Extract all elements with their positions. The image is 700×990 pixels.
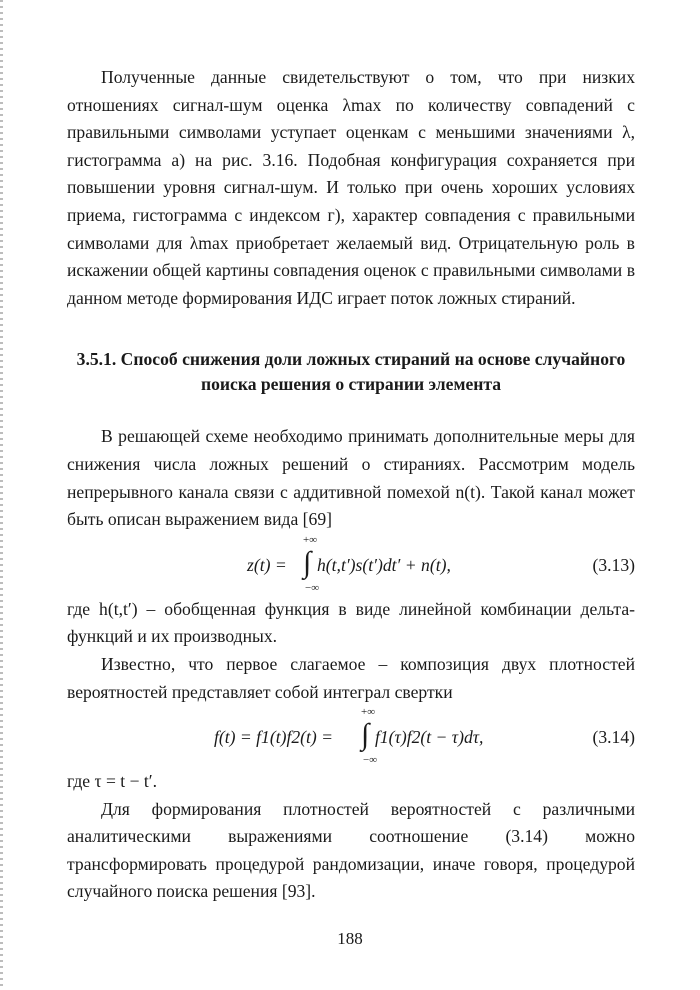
eq-3-13-lhs: z(t) = (247, 554, 287, 575)
eq-3-14-number: (3.14) (592, 727, 635, 748)
section-heading (67, 347, 635, 397)
eq-3-14-integral-sign: ∫ (361, 718, 370, 752)
paragraph-randomization: Для формирования плотностей вероятностей с различными аналитическими выражениями соотношение (3.14) можно трансформировать процедурой рандомизации, иначе говоря, процедурой случайного поиска решения [93]. (67, 798, 635, 902)
eq-3-14-upper-limit: +∞ (361, 706, 376, 719)
paragraph-histogram-results: Полученные данные свидетельствуют о том, что при низких отношениях сигнал-шум оценка λmax по количеству совпадений с правильными символами уступает оценкам с меньшими значениями λ, гистограмма а) на рис. 3.16. Подобная конфигурация сохраняется при повышении уровня сигнал-шум. И только при очень хороших условиях приема, гистограмма с индексом г), характер совпадения с правильными символами для λmax приобретает желаемый вид. Отрицательную роль в искажении общей картины совпадения оценок с правильными символами в данном методе формирования ИДС играет поток ложных стираний. (67, 67, 635, 308)
paragraph-channel-model: В решающей схеме необходимо принимать дополнительные меры для снижения числа ложных решений о стираниях. Рассмотрим модель непрерывного канала связи с аддитивной помехой n(t). Такой канал может быть описан выражением вида [69] (67, 426, 635, 530)
eq-3-14-lhs: f(t) = f1(t)f2(t) = (214, 727, 334, 748)
paragraph-h-definition: где h(t,t′) – обобщенная функция в виде линейной комбинации дельта-функций и их производных. (67, 598, 635, 647)
eq-3-13-rhs: h(t,t′)s(t′)dt′ + n(t), (317, 554, 451, 575)
paragraph-convolution: Известно, что первое слагаемое – композиция двух плотностей вероятностей представляет собой интеграл свертки (67, 653, 635, 702)
equation-3-13 (67, 534, 635, 596)
eq-3-14-lower-limit: −∞ (363, 754, 378, 767)
eq-3-13-lower-limit: −∞ (305, 581, 320, 594)
eq-3-13-upper-limit: +∞ (303, 533, 318, 546)
page-number: 188 (337, 929, 363, 948)
eq-3-14-rhs: f1(τ)f2(t − τ)dτ, (375, 727, 484, 748)
paragraph-tau-definition: где τ = t − t′. (67, 771, 158, 792)
section-heading-line2: поиска решения о стирании элемента (200, 374, 502, 395)
equation-3-14 (67, 706, 635, 768)
section-heading-line1: 3.5.1. Способ снижения доли ложных стираний на основе случайного (76, 349, 626, 370)
eq-3-13-number: (3.13) (592, 554, 635, 575)
eq-3-13-integral-sign: ∫ (303, 545, 312, 579)
document-page (67, 64, 635, 906)
page-edge-dotted-line (0, 0, 3, 990)
